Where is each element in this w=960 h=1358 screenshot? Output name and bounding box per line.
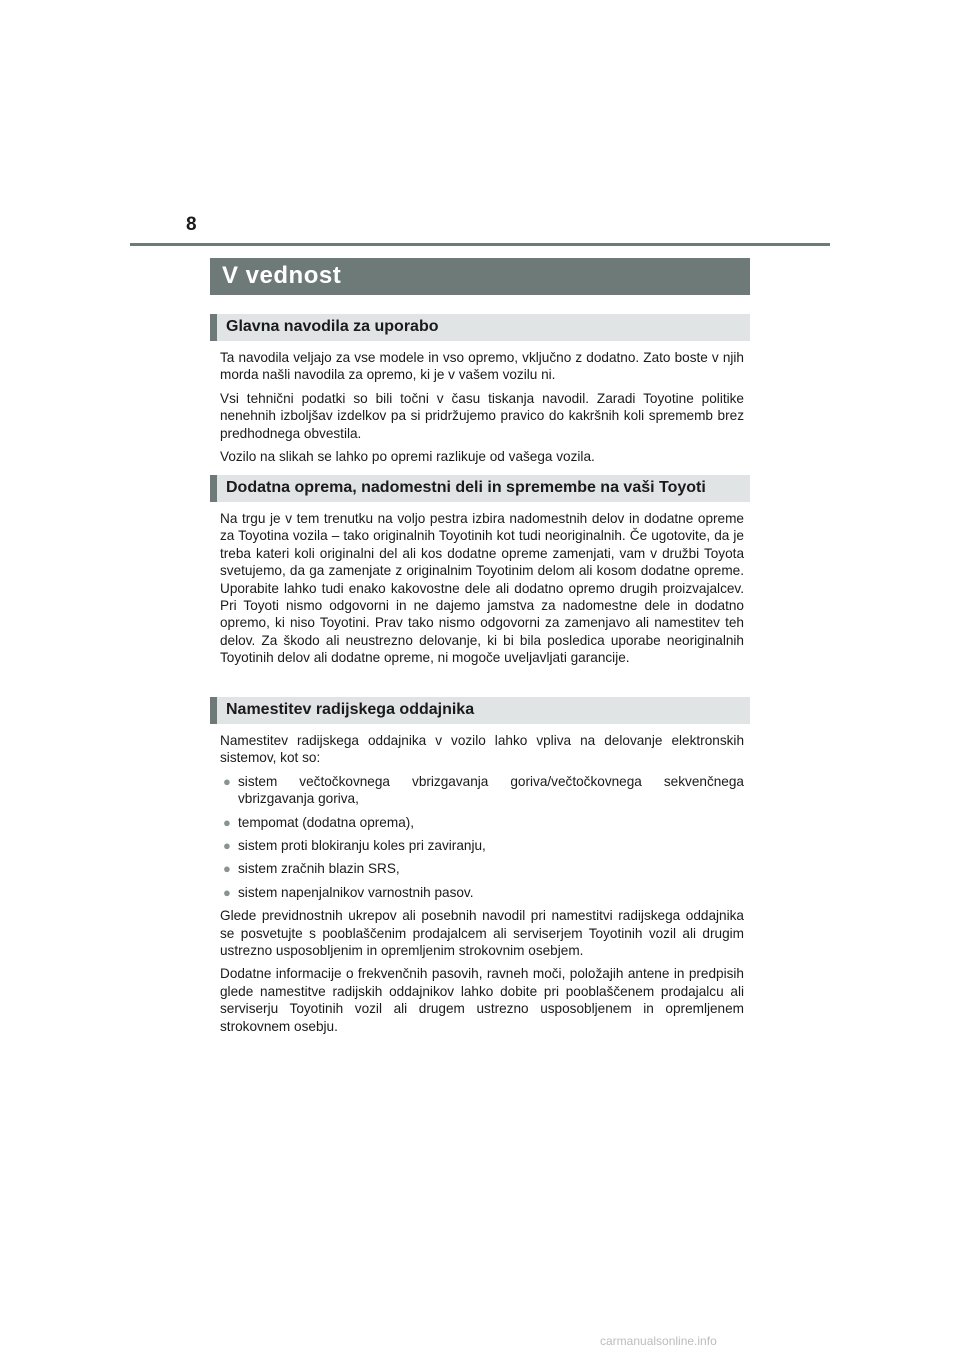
section-heading: Glavna navodila za uporabo: [210, 314, 750, 341]
section-radio-transmitter: [210, 697, 750, 1035]
paragraph: Vozilo na slikah se lahko po opremi razlikuje od vašega vozila.: [220, 449, 595, 465]
header-rule: [130, 243, 830, 246]
paragraph: Dodatne informacije o frekvenčnih pasovih, ravneh moči, položajih antene in predpisih glede namestitve radijskih oddajnikov lahko dobite pri pooblaščenem prodajalcu ali serviserju Toyotinih vozil ali drugem ustrezno usposobljenem in opremljenem strokovnem osebju.: [220, 966, 744, 1034]
bullet-icon: ●: [223, 838, 231, 854]
page-number: 8: [186, 214, 197, 235]
section-accessories: [210, 475, 750, 667]
list-item-text: sistem zračnih blazin SRS,: [238, 861, 400, 877]
list-item-text: sistem napenjalnikov varnostnih pasov.: [238, 884, 474, 900]
bullet-icon: ●: [223, 861, 231, 877]
bullet-icon: ●: [223, 773, 231, 789]
paragraph: Namestitev radijskega oddajnika v vozilo lahko vpliva na delovanje elektronskih sistemov, kot so:: [220, 733, 744, 766]
bullet-icon: ●: [223, 814, 231, 830]
list-item: [223, 773, 744, 808]
list-item: [223, 837, 744, 854]
list-item-text: sistem večtočkovnega vbrizgavanja goriva/večtočkovnega sekvenčnega vbrizgavanja goriva,: [238, 773, 744, 807]
paragraph: Vsi tehnični podatki so bili točni v času tiskanja navodil. Zaradi Toyotine politike nenehnih izboljšav izdelkov pa si pridržujemo pravico do kakršnih koli sprememb brez predhodnega obvestila.: [220, 390, 744, 441]
section-general-instructions: [210, 314, 750, 465]
list-item: [223, 884, 744, 901]
list-item-text: tempomat (dodatna oprema),: [238, 814, 415, 830]
paragraph: Glede previdnostnih ukrepov ali posebnih navodil pri namestitvi radijskega oddajnika se posvetujte s pooblaščenim prodajalcem ali serviserjem Toyotinih vozil ali drugim ustrezno usposobljenim in opremljenim strokovnim osebjem.: [220, 908, 744, 959]
paragraph: Na trgu je v tem trenutku na voljo pestra izbira nadomestnih delov in dodatne opreme za Toyotina vozila – tako originalnih Toyotinih kot tudi neoriginalnih. Če ugotovite, da je treba kateri koli originalni del ali kos dodatne opreme zamenjati, vam v družbi Toyota svetujemo, da ga zamenjate z originalnim Toyotinim delom ali kosom dodatne opreme. Uporabite lahko tudi enako kakovostne dele ali dodatno opremo drugih proizvajalcev. Pri Toyoti nismo odgovorni in ne dajemo jamstva za nadomestne dele in dodatno opremo, ki niso Toyotini. Prav tako nismo odgovorni za zamenjavo ali namestitev teh delov. Za škodo ali neustrezno delovanje, ki bi bila posledica uporabe neoriginalnih Toyotinih delov ali dodatne opreme, ni mogoče uveljavljati garancije.: [220, 511, 744, 666]
paragraph: Ta navodila veljajo za vse modele in vso opremo, vključno z dodatno. Zato boste v njih morda našli navodila za opremo, ki je v vašem vozilu ni.: [220, 350, 744, 383]
list-item-text: sistem proti blokiranju koles pri zaviranju,: [238, 838, 486, 854]
page-title: V vednost: [210, 258, 750, 295]
footer-watermark: carmanualsonline.info: [600, 1334, 717, 1348]
bullet-icon: ●: [223, 884, 231, 900]
list-item: [223, 814, 744, 831]
section-heading: Namestitev radijskega oddajnika: [210, 697, 750, 724]
list-item: [223, 860, 744, 877]
section-heading: Dodatna oprema, nadomestni deli in spremembe na vaši Toyoti: [210, 475, 750, 502]
